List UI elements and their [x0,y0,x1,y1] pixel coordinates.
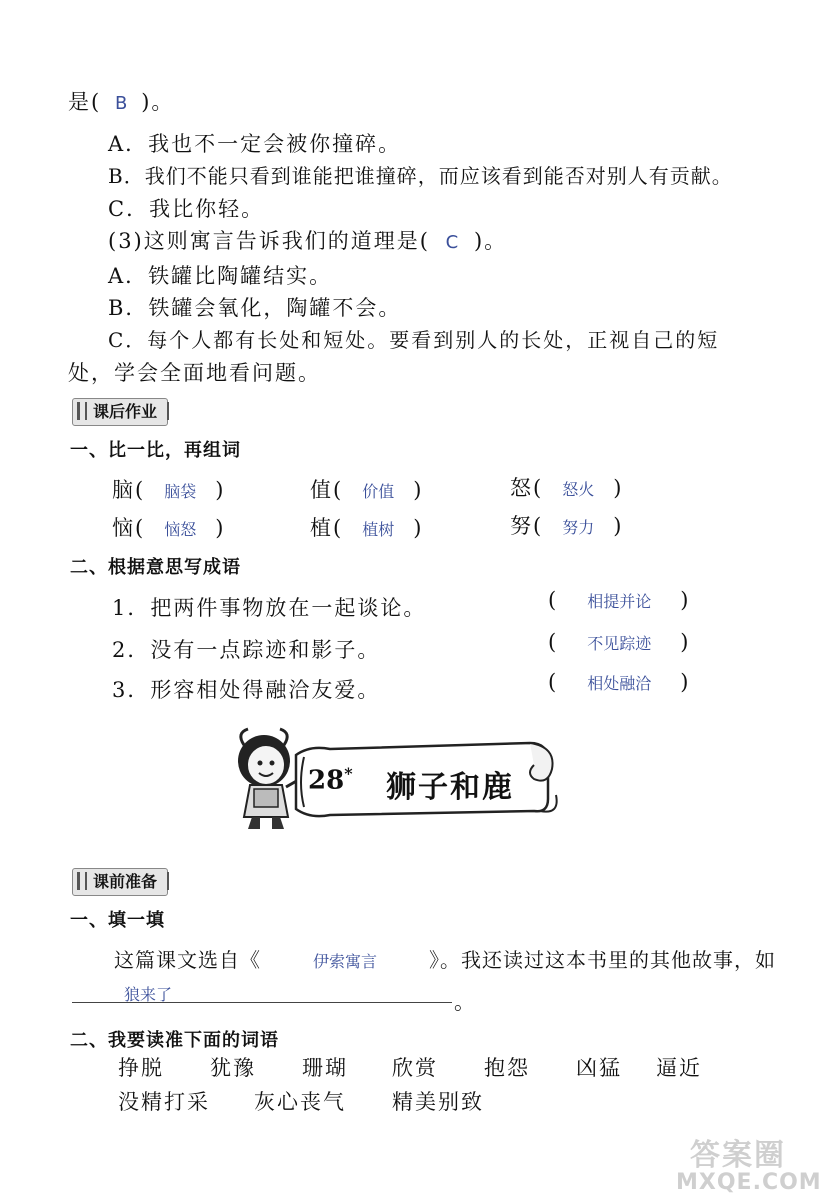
q3-option-b: B．铁罐会氧化，陶罐不会。 [108,296,402,320]
homework-tag: 课后作业 [72,398,168,426]
word-item: 逼近 [656,1056,702,1080]
q2-option-a: A．我也不一定会被你撞碎。 [108,132,402,156]
pair-answer: 脑袋 [164,482,197,501]
word-item: 犹豫 [210,1056,256,1080]
q3-option-a: A．铁罐比陶罐结实。 [108,264,333,288]
fill-prefix: 这篇课文选自《 [114,948,261,972]
idiom-item-3-answer-box: ( 相处融洽 ) [548,670,691,694]
pair-item-2: 值( 价值 ) [310,478,424,502]
word-item: 挣脱 [118,1056,164,1080]
fill-answer-story: 狼来了 [124,985,173,1004]
q2-stem-suffix: )。 [141,90,175,114]
word-item: 珊瑚 [302,1056,348,1080]
pair-answer: 价值 [362,482,395,501]
idiom-item-3-text: 3．形容相处得融洽友爱。 [112,678,381,702]
fill-answer-book: 伊索寓言 [312,952,377,971]
pair-char: 植 [310,516,333,540]
idiom-item-1-answer-box: ( 相提并论 ) [548,588,691,612]
idiom-item-2-text: 2．没有一点踪迹和影子。 [112,638,381,662]
word-item: 精美别致 [392,1090,484,1114]
idiom-answer: 不见踪迹 [587,634,652,653]
word-item: 没精打采 [118,1090,210,1114]
q2-stem-prefix: 是( [68,90,102,114]
pair-char: 努 [510,514,533,538]
pair-item-5: 植( 植树 ) [310,516,424,540]
lesson-title: 狮子和鹿 [386,770,514,805]
pair-answer: 怒火 [562,480,595,499]
idiom-item-1-text: 1．把两件事物放在一起谈论。 [112,596,427,620]
q3-option-c-line2: 处，学会全面地看问题。 [68,361,321,385]
prep-section2-title: 二、我要读准下面的词语 [70,1030,279,1051]
fill-line-1 [114,944,776,973]
q2-option-c: C．我比你轻。 [108,197,265,221]
prep-section1-title: 一、填一填 [70,910,165,931]
pair-item-3: 怒( 怒火 ) [510,476,624,500]
q2-stem-tail [68,86,174,116]
word-item: 凶猛 [576,1056,622,1080]
idiom-item-2-answer-box: ( 不见踪迹 ) [548,630,691,654]
word-item: 灰心丧气 [254,1090,346,1114]
pair-char: 恼 [112,516,135,540]
fill-underline [72,1002,452,1003]
lesson-star: * [344,764,353,783]
q2-answer: B [115,93,128,114]
lesson-number-value: 28 [308,765,345,796]
fill-suffix: 》。我还读过这本书里的其他故事，如 [429,948,776,972]
homework-section2-title: 二、根据意思写成语 [70,557,241,578]
idiom-answer: 相提并论 [587,592,652,611]
q3-answer: C [445,232,459,253]
q3-option-c-line1: C．每个人都有长处和短处。要看到别人的长处，正视自己的短 [108,328,720,352]
q3-stem-prefix: (3)这则寓言告诉我们的道理是( [108,229,430,253]
pair-char: 怒 [510,476,533,500]
watermark-url: MXQE.COM [676,1170,822,1195]
q2-option-b: B．我们不能只看到谁能把谁撞碎，而应该看到能否对别人有贡献。 [108,164,733,188]
pair-answer: 努力 [562,518,595,537]
pair-answer: 恼怒 [164,520,197,539]
idiom-answer: 相处融洽 [587,674,652,693]
pair-char: 脑 [112,478,135,502]
girl-illustration-icon [238,729,300,829]
pair-item-6: 努( 努力 ) [510,514,624,538]
word-item: 抱怨 [484,1056,530,1080]
fill-end: 。 [454,990,477,1014]
homework-section1-title: 一、比一比，再组词 [70,440,241,461]
q3-stem [108,225,507,255]
prep-tag: 课前准备 [72,868,168,896]
pair-char: 值 [310,478,333,502]
pair-answer: 植树 [362,520,395,539]
watermark-logo: 答案圈 [690,1138,786,1173]
q3-stem-suffix: )。 [473,229,508,253]
pair-item-1: 脑( 脑袋 ) [112,478,226,502]
lesson-number [308,764,353,796]
word-item: 欣赏 [392,1056,438,1080]
pair-item-4: 恼( 恼怒 ) [112,516,226,540]
